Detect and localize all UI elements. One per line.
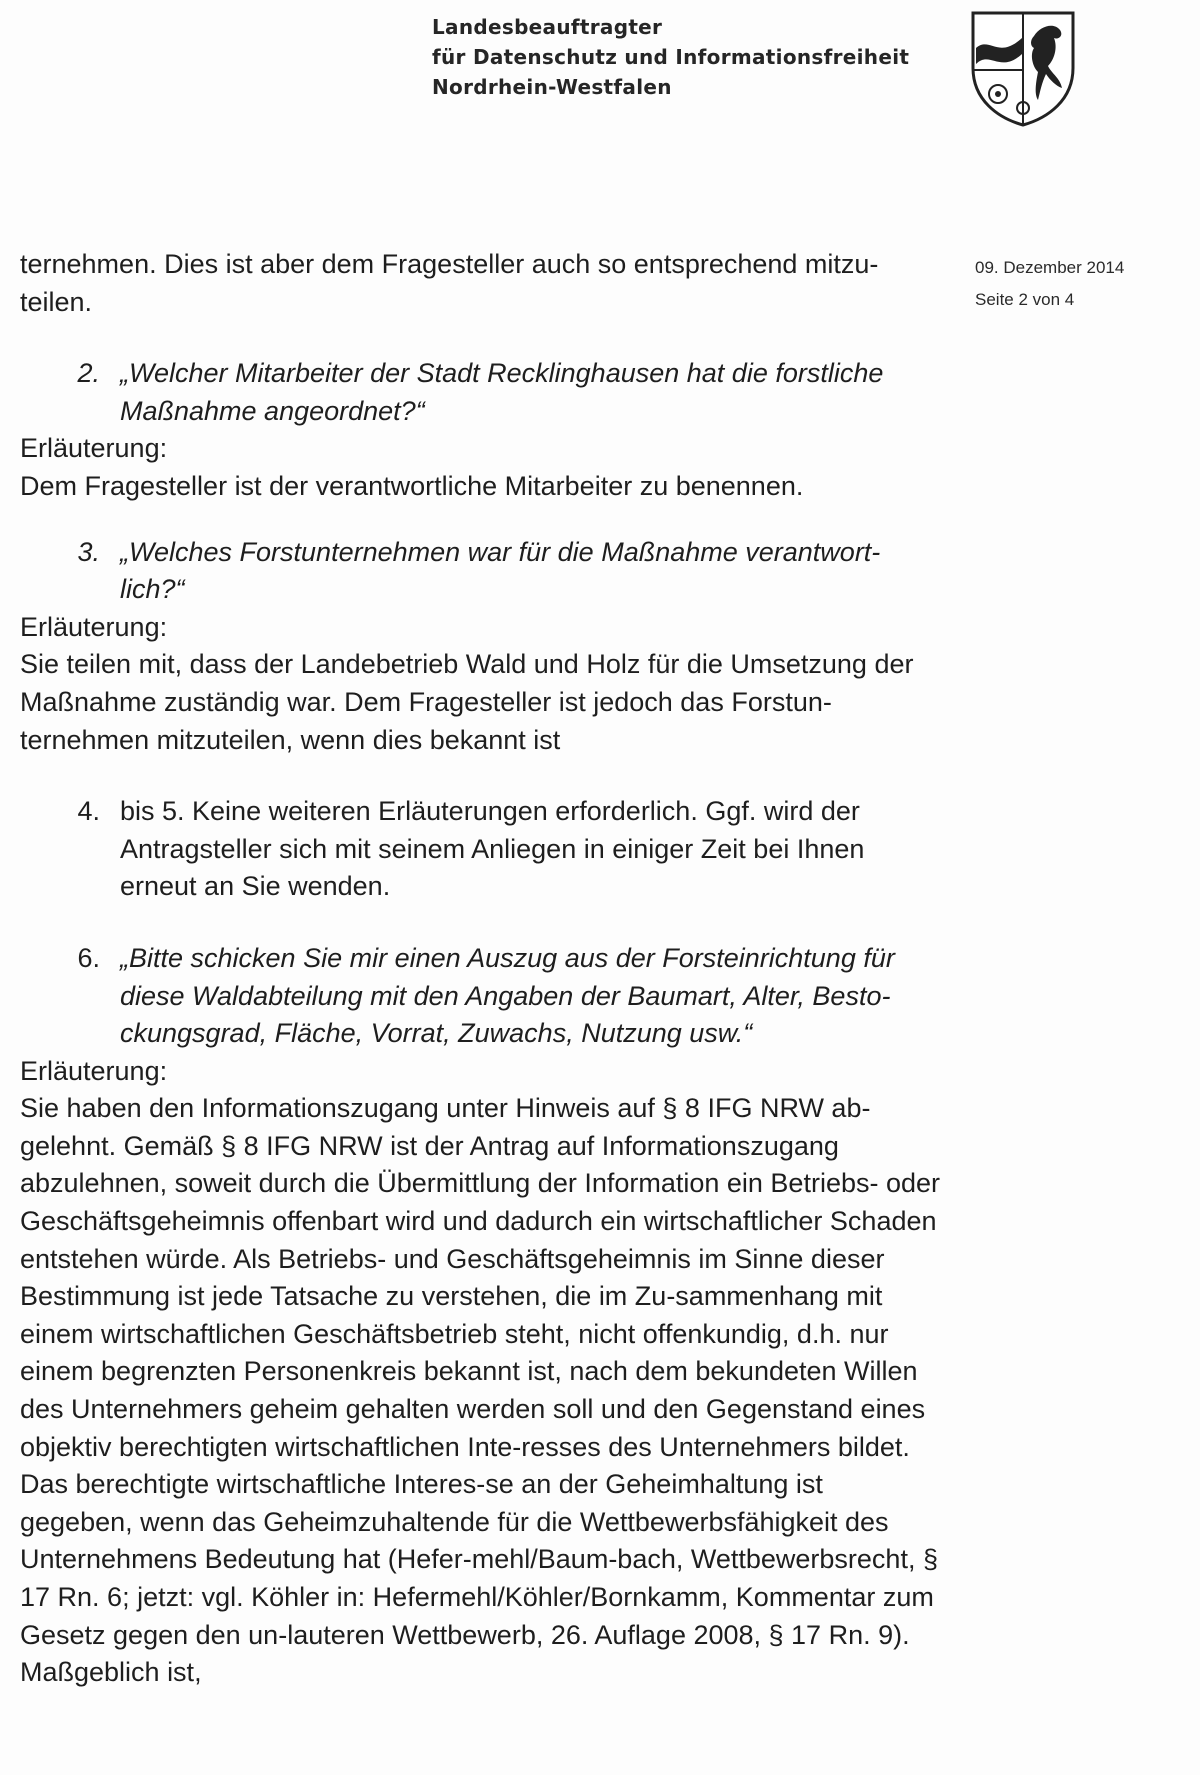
letter-body [20, 246, 940, 1692]
question-6-number: 6. [77, 942, 100, 973]
question-4-5 [20, 793, 940, 906]
letter-date: 09. Dezember 2014 [975, 258, 1125, 277]
page-number: Seite 2 von 4 [975, 290, 1075, 309]
question-3 [20, 534, 940, 609]
question-2-number: 2. [77, 358, 100, 389]
question-3-explanation: Sie teilen mit, dass der Landebetrieb Wald und Holz für die Umsetzung der Maßnahme zuständig war. Dem Fragesteller ist jedoch das Forstun-ternehmen mitzuteilen, wenn dies bekannt ist [20, 649, 914, 755]
question-6-explanation: Sie haben den Informationszugang unter Hinweis auf § 8 IFG NRW ab-gelehnt. Gemäß § 8 IFG NRW ist der Antrag auf Informationszugang abzulehnen, soweit durch die Übermittlung der Information ein Betriebs- oder Geschäftsgeheimnis offenbart wird und dadurch ein wirtschaftlicher Schaden entstehen würde. Als Betriebs- und Geschäftsgeheimnis im Sinne dieser Bestimmung ist jede Tatsache zu verstehen, die im Zu-sammenhang mit einem wirtschaftlichen Geschäftsbetrieb steht, nicht offenkundig, d.h. nur einem begrenzten Personenkreis bekannt ist, nach dem bekundeten Willen des Unternehmers geheim gehalten werden soll und den Gegenstand eines objektiv berechtigten wirtschaftlichen Inte-resses des Unternehmers bildet. Das berechtigte wirtschaftliche Interes-se an der Geheimhaltung ist gegeben, wenn das Geheimzuhaltende für die Wettbewerbsfähigkeit des Unternehmens Bedeutung hat (Hefer-mehl/Baum-bach, Wettbewerbsrecht, § 17 Rn. 6; jetzt: vgl. Köhler in: Hefermehl/Köhler/Bornkamm, Kommentar zum Gesetz gegen den un-lauteren Wettbewerb, 26. Auflage 2008, § 17 Rn. 9). Maßgeblich ist, [20, 1093, 941, 1688]
question-2-text: „Welcher Mitarbeiter der Stadt Recklinghausen hat die forstliche Maßnahme angeordnet?“ [120, 358, 884, 426]
question-2-explanation: Dem Fragesteller ist der verantwortliche Mitarbeiter zu benennen. [20, 470, 804, 501]
question-3-label: Erläuterung: [20, 611, 168, 642]
question-6-label: Erläuterung: [20, 1055, 168, 1086]
question-6-text: „Bitte schicken Sie mir einen Auszug aus der Forsteinrichtung für diese Waldabteilung mit den Angaben der Baumart, Alter, Besto-ckungsgrad, Fläche, Vorrat, Zuwachs, Nutzung usw.“ [120, 942, 895, 1049]
letterhead-line-3: Nordrhein-Westfalen [432, 75, 672, 99]
question-2-label: Erläuterung: [20, 433, 168, 464]
question-3-number: 3. [77, 536, 100, 567]
question-6 [20, 940, 940, 1053]
letterhead [432, 12, 909, 102]
letter-meta [975, 252, 1124, 316]
question-2 [20, 355, 940, 430]
coat-of-arms-icon [968, 8, 1078, 128]
question-4-number: 4. [77, 796, 100, 827]
letterhead-line-2: für Datenschutz und Informationsfreiheit [432, 45, 910, 69]
question-3-text: „Welches Forstunternehmen war für die Maßnahme verantwort-lich?“ [120, 536, 881, 605]
question-4-5-text: bis 5. Keine weiteren Erläuterungen erforderlich. Ggf. wird der Antragsteller sich mit seinem Anliegen in einiger Zeit bei Ihnen erneut an Sie wenden. [120, 796, 865, 902]
letterhead-line-1: Landesbeauftragter [432, 15, 663, 39]
intro-paragraph: ternehmen. Dies ist aber dem Fragesteller auch so entsprechend mitzu-teilen. [20, 249, 879, 317]
